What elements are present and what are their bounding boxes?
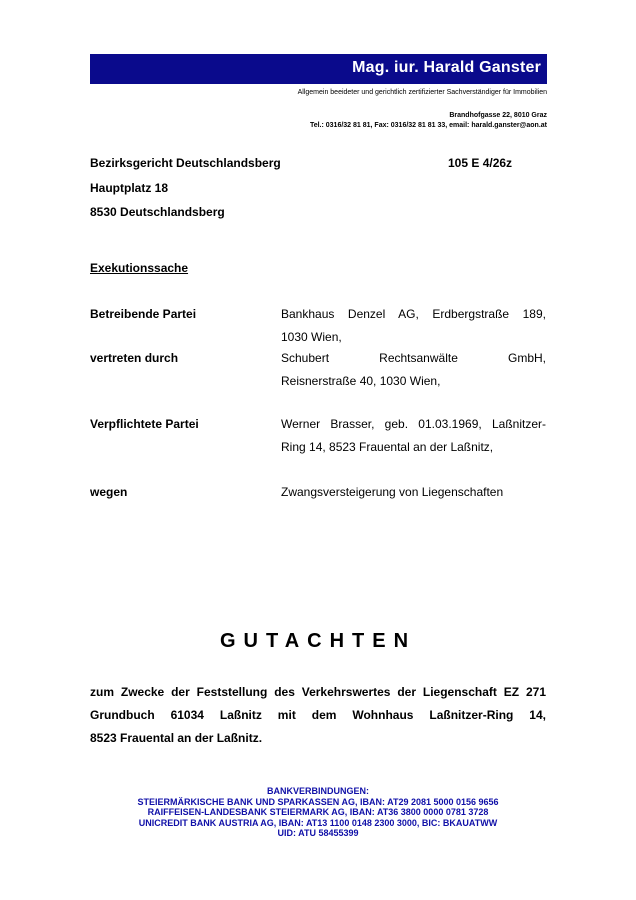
plaintiff-value	[281, 303, 546, 348]
represented-line-2: Reisnerstraße 40, 1030 Wien,	[281, 373, 441, 388]
plaintiff-line-2: 1030 Wien,	[281, 329, 342, 344]
court-name: Bezirksgericht Deutschlandsberg	[90, 156, 281, 170]
purpose-paragraph	[90, 681, 546, 750]
uid-number: UID: ATU 58455399	[277, 828, 359, 839]
represented-label: vertreten durch	[90, 351, 179, 365]
recipient-block	[90, 151, 281, 225]
bank-line-2: RAIFFEISEN-LANDESBANK STEIERMARK AG, IBAN: AT36 3800 0000 0781 3728	[147, 807, 489, 818]
bank-footer	[0, 786, 636, 839]
expert-address: Brandhofgasse 22, 8010 Graz	[449, 112, 547, 119]
defendant-label: Verpflichtete Partei	[90, 417, 199, 431]
letterhead-banner	[90, 54, 547, 84]
reason-label: wegen	[90, 485, 128, 499]
expert-name: Mag. iur. Harald Ganster	[352, 59, 541, 76]
purpose-line-2: Grundbuch 61034 Laßnitz mit dem Wohnhaus Laßnitzer-Ring 14,	[90, 708, 546, 722]
reason-line: Zwangsversteigerung von Liegenschaften	[281, 485, 504, 499]
court-city: 8530 Deutschlandsberg	[90, 205, 225, 219]
represented-value	[281, 347, 546, 392]
reason-value	[281, 481, 546, 504]
purpose-line-3: 8523 Frauental an der Laßnitz.	[90, 731, 263, 745]
defendant-line-2: Ring 14, 8523 Frauental an der Laßnitz,	[281, 439, 494, 454]
plaintiff-line-1: Bankhaus Denzel AG, Erdbergstraße 189,	[281, 307, 546, 321]
bank-heading: BANKVERBINDUNGEN:	[266, 786, 369, 796]
bank-line-3: UNICREDIT BANK AUSTRIA AG, IBAN: AT13 1100 0148 2300 3000, BIC: BKAUATWW	[138, 817, 498, 828]
represented-line-1: Schubert Rechtsanwälte GmbH,	[281, 351, 546, 365]
case-number: 105 E 4/26z	[448, 156, 513, 170]
plaintiff-label: Betreibende Partei	[90, 307, 197, 321]
bank-line-1: STEIERMÄRKISCHE BANK UND SPARKASSEN AG, IBAN: AT29 2081 5000 0156 9656	[137, 796, 499, 807]
expert-contact: Tel.: 0316/32 81 81, Fax: 0316/32 81 81 33, email: harald.ganster@aon.at	[309, 122, 547, 129]
expert-subtitle: Allgemein beeideter und gerichtlich zertifizierter Sachverständiger für Immobilien	[297, 89, 547, 96]
document-title: GUTACHTEN	[219, 630, 417, 652]
defendant-line-1: Werner Brasser, geb. 01.03.1969, Laßnitzer-	[281, 417, 546, 431]
section-title: Exekutionssache	[90, 261, 189, 275]
purpose-line-1: zum Zwecke der Feststellung des Verkehrswertes der Liegenschaft EZ 271	[90, 685, 546, 699]
defendant-value	[281, 413, 546, 458]
court-street: Hauptplatz 18	[90, 180, 169, 195]
